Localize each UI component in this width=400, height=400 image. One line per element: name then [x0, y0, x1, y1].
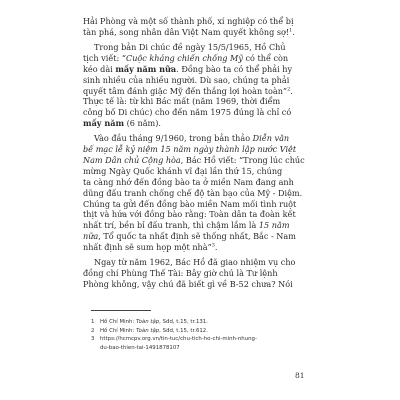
text-run: nhất trí, bền bỉ đấu tranh, thì chậm lắm là	[83, 220, 259, 231]
text-run: tàn phá, song nhân dân Việt Nam quyết không sợ!	[83, 26, 290, 37]
text-run: quyết tâm đánh giặc Mỹ đến thắng lợi hoàn toàn”	[83, 85, 288, 96]
text-run: công bố Di chúc) cho đến năm 1975 đúng là chỉ có	[83, 107, 292, 118]
paragraph	[83, 257, 313, 290]
text-run: Hồ Chí Minh:	[100, 327, 136, 334]
text-run: Hồ Chí Minh:	[100, 319, 136, 325]
footnote-text	[100, 318, 208, 327]
footnote	[91, 318, 313, 327]
text-run: bế mạc lễ kỷ niệm 15 năm ngày thành lập nước Việt	[83, 144, 297, 155]
text-run: Vào đầu tháng 9/1960, trong bản thảo	[94, 133, 253, 144]
paragraph	[83, 42, 313, 129]
text-run: .	[214, 241, 218, 252]
paragraph	[83, 16, 313, 38]
text-run: .	[290, 85, 293, 96]
footnote-number: 3	[91, 336, 95, 343]
footnote	[91, 335, 313, 352]
text-line	[83, 242, 313, 253]
text-run: Toàn tập	[135, 319, 160, 325]
text-line	[83, 188, 313, 199]
footnote-number: 1	[91, 319, 95, 325]
page-number: 81	[295, 371, 305, 380]
text-run: (6 năm).	[124, 118, 161, 129]
text-run: Diễn văn	[252, 133, 290, 144]
text-line	[83, 27, 313, 38]
text-line	[83, 64, 313, 75]
text-line	[83, 107, 313, 118]
paragraph	[83, 133, 313, 252]
text-run: Thực tế là: từ khi Bác mất (năm 1969, thời điểm	[83, 96, 281, 107]
text-run: đồng chí Phùng Thế Tài: Bây giờ chú là Tư lệnh	[83, 268, 278, 279]
text-run: mừng Ngày Quốc khánh vĩ đại lần thứ 15, chúng	[83, 165, 283, 176]
text-line	[83, 75, 313, 86]
text-run: thịt và hứa với đồng bào rằng: Toàn dân ta đoàn kết	[83, 209, 296, 220]
text-line	[83, 155, 313, 166]
body-text	[83, 16, 313, 294]
text-run: ta càng nhớ đến đồng bào ta ở miền Nam đang anh	[83, 176, 294, 187]
text-run: , Bác Hồ viết: “Trong lúc chúc	[180, 155, 305, 166]
footnote-divider	[91, 310, 151, 311]
footnotes	[91, 318, 313, 352]
text-line	[83, 279, 313, 290]
text-run: mấy năm nữa	[115, 63, 177, 74]
text-line	[83, 166, 313, 177]
text-run: nữa	[83, 231, 99, 242]
footnote-ref: 2	[287, 85, 291, 92]
text-line	[83, 96, 313, 107]
text-line	[83, 118, 313, 129]
text-line	[83, 199, 313, 210]
text-run: Trong bản Di chúc đề ngày 15/5/1965, Hồ Chủ	[94, 42, 286, 53]
text-line	[83, 268, 313, 279]
text-line	[83, 231, 313, 242]
text-line	[83, 42, 313, 53]
text-line	[83, 53, 313, 64]
text-line	[83, 257, 313, 268]
text-run: sinh nhiều của nhiều người. Dù sao, chúng ta phải	[83, 74, 290, 85]
text-line	[83, 144, 313, 155]
text-run: , Sđd, t.15, tr.612.	[159, 327, 208, 334]
text-run: Chúng ta gửi đến đồng bào miền Nam mối tình ruột	[83, 198, 297, 209]
text-line	[83, 86, 313, 97]
text-run: https://hcmcpv.org.vn/tin-tuc/chu-tich-ho-chi-minh-nhung-	[100, 336, 257, 343]
text-run: , Tổ quốc ta nhất định sẽ thống nhất, Bắc - Nam	[98, 231, 296, 242]
text-run: .	[292, 26, 295, 37]
text-line	[83, 220, 313, 231]
footnote-text	[100, 335, 257, 352]
text-run: Hải Phòng và một số thành phố, xí nghiệp có thể bị	[83, 16, 294, 26]
text-run: nhất định sẽ sum họp một nhà”	[83, 241, 212, 252]
text-line	[83, 16, 313, 27]
text-run: dũng đấu tranh chống chế độ tàn bạo của Mỹ - Diệm.	[83, 187, 303, 198]
text-run: Phòng không, vậy chú đã biết gì về B-52 chưa? Nói	[83, 278, 293, 289]
text-run: Toàn tập	[135, 327, 160, 334]
footnote-ref: 1	[289, 27, 293, 34]
footnote-number: 2	[91, 327, 95, 334]
text-run: kéo dài	[83, 63, 116, 74]
text-line	[83, 177, 313, 188]
text-run: mấy năm	[83, 118, 125, 129]
footnote-ref: 3	[211, 242, 215, 249]
footnote	[91, 327, 313, 336]
text-run: Cuộc kháng chiến chống Mỹ	[126, 53, 243, 64]
text-run: , Sđd, t.15, tr.131.	[159, 319, 208, 325]
text-run: 15 năm	[258, 220, 290, 231]
text-run: . Đồng bào ta có thể phải hy	[176, 63, 293, 74]
text-run: Nam Dân chủ Cộng hòa	[83, 155, 181, 166]
text-run: tịch viết: “	[83, 53, 126, 64]
text-run: có thể còn	[242, 53, 289, 64]
text-line	[83, 209, 313, 220]
text-line	[83, 133, 313, 144]
footnote-text-continuation: du-bao-thien-tai-1491878107	[100, 344, 180, 351]
text-run: Ngay từ năm 1962, Bác Hồ đã giao nhiệm vụ cho	[94, 257, 296, 268]
footnote-text	[100, 327, 208, 336]
